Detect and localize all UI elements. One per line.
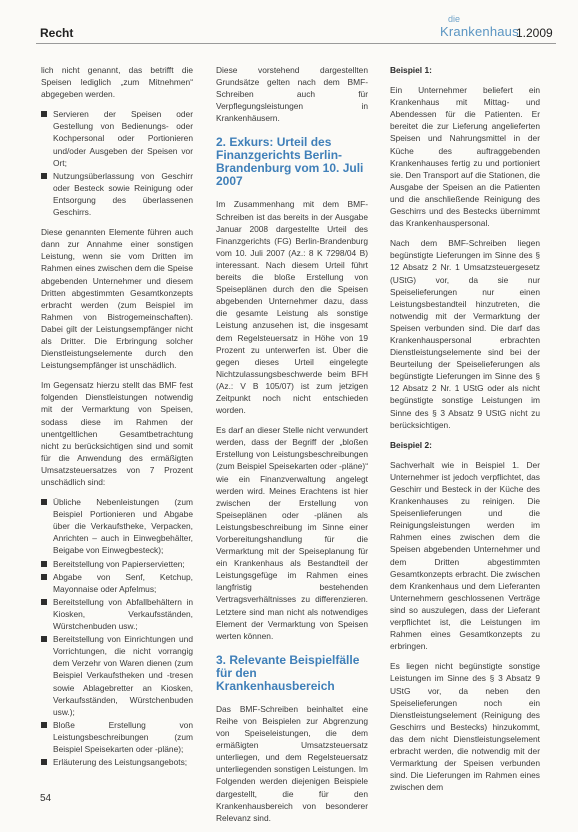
bullet-square-icon (41, 599, 47, 605)
bullet-list-b (41, 496, 193, 768)
logo-prefix: die (448, 14, 461, 24)
list-item (41, 571, 193, 595)
bullet-list-a (41, 108, 193, 218)
paragraph: Nach dem BMF-Schreiben liegen begünstigte Lieferungen im Sinne des § 12 Absatz 2 Nr. 1 Umsatzsteuergesetz (UStG) vor, da sie nur Speiselieferungen nur einen Leistungsbestandteil hinzutreten, die notwendig mit der Vermarktung der Speisen verbunden sind. Die darf das Krankenhauspersonal erbrachten Dienstleistungselemente sind bei der Beurteilung der Speiselieferungen als begünstigte Lieferungen im Sinne des § 12 Absatz 2 Nr. 1 UStG oder als nicht begünstigte sonstige Leistungen im Sinne des § 3 Absatz 9 UStG nicht zu berücksichtigen. (390, 238, 540, 430)
section-label: Recht (40, 26, 74, 40)
logo-wordmark: Krankenhaus (440, 24, 519, 39)
bullet-square-icon (41, 561, 47, 567)
list-item-text: Bereitstellung von Einrichtungen und Vorrichtungen, die nicht vorrangig dem Verzehr von Waren dienen (zum Beispiel Verkaufstheken und -tresen sowie Ablagebretter an Kiosken, Verkaufsständen, Würstchenbuden usw.); (53, 634, 193, 717)
text-column-2 (216, 64, 368, 832)
list-item-text: Bloße Erstellung von Leistungsbeschreibungen (zum Beispiel Speisekarten oder -pläne); (53, 719, 193, 754)
list-item (41, 596, 193, 632)
list-item-text: Übliche Nebenleistungen (zum Beispiel Portionieren und Abgabe über die Verkaufstheke, Verpacken, Anrichten – auch in Einwegbehälter, Beigabe von Einwegbesteck); (53, 497, 193, 556)
list-item-text: Nutzungsüberlassung von Geschirr oder Besteck sowie Reinigung oder Entsorgung des überlassenen Geschirrs. (53, 170, 193, 218)
paragraph: Diese vorstehend dargestellten Grundsätze gelten nach dem BMF-Schreiben auch für Verpflegungsleistungen in Krankenhäusern. (216, 65, 368, 124)
paragraph: Sachverhalt wie in Beispiel 1. Der Unternehmer ist jedoch verpflichtet, das Geschirr und Besteck in der Küche des Krankenhauses zu reinigen. Die Speisenlieferungen und die Reinigungsleistungen werden im Rahmen eines zwischen dem die Speisen abgebenden Unternehmer und dem Dritten abgestimmten Gesamtkonzepts erbracht. Die zwischen dem Krankenhaus und dem Lieferanten Unternehmern geschlossenen Verträge sind so auszulegen, dass der Lieferant verpflichtet ist, die Leistungen im Rahmen eines Gesamtkonzepts zu erbringen. (390, 459, 540, 652)
text-column-1 (41, 64, 193, 776)
bullet-square-icon (41, 111, 47, 117)
list-item (41, 558, 193, 570)
section-heading: 2. Exkurs: Urteil des Finanzgerichts Berlin-Brandenburg vom 10. Juli 2007 (216, 135, 364, 189)
paragraph: Diese genannten Elemente führen auch dann zur Annahme einer sonstigen Leistung, wenn sie vom Dritten im Rahmen eines zwischen dem die Speise abgebenden Unternehmer und diesem Dritten abgestimmten Gesamtkonzepts erbracht werden (zum Beispiel im Rahmen von Bistrogemeinschaften). Dabei gilt der Leistungsempfänger nicht als Dritter. Die Erbringung solcher Dienstleistungselemente durch den Leistungsempfänger ist unschädlich. (41, 227, 193, 371)
bullet-square-icon (41, 499, 47, 505)
list-item (41, 633, 193, 718)
paragraph: Es darf an dieser Stelle nicht verwundert werden, dass der Begriff der „bloßen Erstellung von Leistungsbeschreibungen (zum Beispiel Speisekarten oder -pläne)“ wie ein Finanzverwaltung angelegt werden wird. Meines Erachtens ist hier zwischen der Erstellung von Speiseplänen oder -plänen als Leistungsbeschreibung im Sinne einer Vorbereitungshandlung für die Vermarktung mit der Speiseplanung für ein Krankenhaus als Bestandteil der Leistungsgefüge im Rahmen eines langfristig bestehenden Vertragsverhältnisses zu differenzieren. Letztere sind man nicht als notwendiges Element der Vermarktung von Speisen werten können. (216, 425, 368, 641)
list-item (41, 170, 193, 218)
issue-number: 1.2009 (516, 26, 553, 40)
paragraph: Im Zusammenhang mit dem BMF-Schreiben ist das bereits in der Ausgabe Januar 2008 dargestellte Urteil des Finanzgerichts (FG) Berlin-Brandenburg vom 10. Juli 2007 (Az.: 8 K 7298/04 B) interessant. Nach diesem Urteil führt bereits die bloße Erstellung von Speiseplänen durch den die Speisen abgebenden Unternehmer dazu, dass die gesamte Leistung als sonstige Leistung anzusehen ist, die insgesamt dem Regelsteuersatz in Höhe von 19 Prozent zu unterwerfen ist. Über die gegen dieses Urteil eingelegte Nichtzulassungsbeschwerde beim BFH (Az.: V B 105/07) ist zum jetzigen Zeitpunkt noch nicht entschieden worden. (216, 199, 368, 416)
list-item-text: Bereitstellung von Abfallbehältern in Kiosken, Verkaufsständen, Würstchenbuden usw.; (53, 596, 193, 632)
example-heading: Beispiel 1: (390, 65, 432, 75)
bullet-square-icon (41, 173, 47, 179)
text-column-3 (390, 64, 540, 801)
bullet-square-icon (41, 574, 47, 580)
bullet-square-icon (41, 722, 47, 728)
header-divider (36, 43, 556, 44)
list-item-text: Bereitstellung von Papierservietten; (53, 558, 185, 569)
magazine-logo (440, 14, 519, 42)
list-item (41, 496, 193, 556)
list-item (41, 756, 193, 768)
section-heading: 3. Relevante Beispielfälle für den Krankenhausbereich (216, 652, 360, 693)
paragraph: Es liegen nicht begünstigte sonstige Leistungen im Sinne des § 3 Absatz 9 UStG vor, da neben den Speiselieferungen noch ein Dienstleistungselement (Reinigung des Geschirrs und Bestecks) hinzukommt, das dem nicht Dienstleistungselement erbracht werden, die notwendig mit der Vermarktung der Speisen verbunden sind. Die Lieferungen im Rahmen eines zwischen dem (390, 661, 540, 793)
paragraph: lich nicht genannt, das betrifft die Speisen lediglich „zum Mitnehmen“ abgegeben werden. (41, 65, 193, 100)
list-item-text: Servieren der Speisen oder Gestellung von Bedienungs- oder Kochpersonal oder Portionieren und/oder Ausgeben der Speisen vor Ort; (53, 109, 193, 168)
list-item (41, 719, 193, 755)
list-item (41, 108, 193, 168)
page-number: 54 (40, 793, 52, 804)
page-header (0, 0, 578, 42)
list-item-text: Erläuterung des Leistungsangebots; (53, 757, 188, 768)
example-heading: Beispiel 2: (390, 439, 432, 450)
paragraph: Im Gegensatz hierzu stellt das BMF fest folgenden Dienstleistungen notwendig mit der Vermarktung von Speisen, sodass diese im Rahmen der unentgeltlichen Gesamtbetrachtung nicht zu berücksichtigen sind und somit für die Anwendung des ermäßigten Umsatzsteuersatzes von 7 Prozent unschädlich sind: (41, 380, 193, 487)
paragraph: Das BMF-Schreiben beinhaltet eine Reihe von Beispielen zur Abgrenzung von Speiseleistungen, die dem ermäßigten Umsatzsteuersatz unterliegen, und dem Regelsteuersatz unterliegenden sonstigen Leistungen. Im Folgenden werden diejenigen Beispiele dargestellt, die für den Krankenhausbereich von besonderer Relevanz sind. (216, 703, 368, 823)
bullet-square-icon (41, 636, 47, 642)
list-item-text: Abgabe von Senf, Ketchup, Mayonnaise oder Apfelmus; (53, 571, 193, 594)
paragraph: Ein Unternehmer beliefert ein Krankenhaus mit Mittag- und Abendessen für die Patienten. Er bereitet die zur Lieferung angelieferten Speisen und Nahrungsmittel in der Küche des auftraggebenden Krankenhauses fertig zu und portioniert sie. Den Transport auf die Stationen, die Ausgabe der Speisen an die Patienten und die anschließende Reinigung des Geschirrs und des Bestecks übernimmt das Krankenhauspersonal. (390, 85, 540, 229)
bullet-square-icon (41, 759, 47, 765)
